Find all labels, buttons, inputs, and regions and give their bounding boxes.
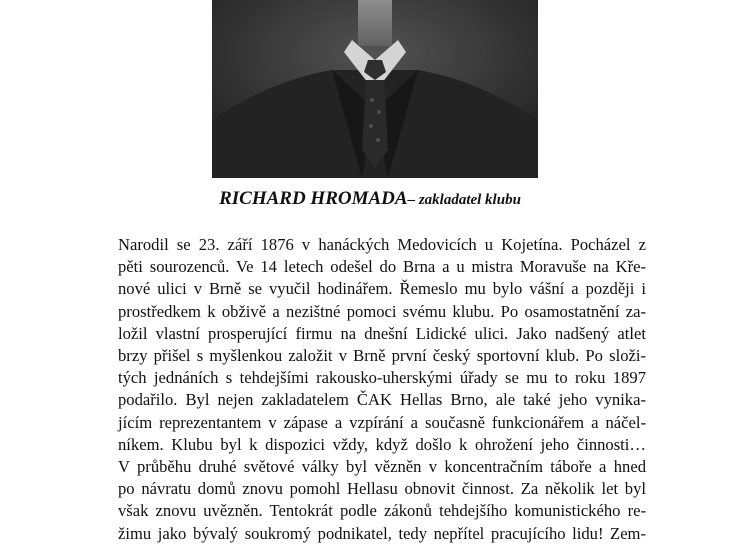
- paragraph-line: podařilo. Byl nejen zakladatelem ČAK Hellas Brno, ale také jeho vynika-: [118, 390, 646, 410]
- paragraph-line: ložil vlastní prosperující firmu na dnešní Lidické ulici. Jako nadšený atlet: [118, 323, 646, 343]
- caption-name: RICHARD HROMADA: [219, 188, 408, 209]
- paragraph-line: prostředkem k obživě a nezištné pomoci svému klubu. Po osamostatnění za-: [118, 301, 646, 321]
- caption-subtitle: – zakladatel klubu: [407, 192, 521, 208]
- paragraph-line: žimu jako bývalý soukromý podnikatel, tedy nepřítel pracujícího lidu! Zem-: [118, 523, 646, 543]
- photo-caption: [0, 188, 740, 210]
- paragraph-line: tých jednáních s tehdejšími rakousko-uherskými úřady se mu to roku 1897: [118, 368, 646, 388]
- paragraph-line: však znovu uvězněn. Tentokrát podle zákonů tehdejšího komunistického re-: [118, 501, 646, 521]
- paragraph-line: V průběhu druhé světové války byl vězněn v koncentračním táboře a hned: [118, 457, 646, 477]
- paragraph-line: níkem. Klubu byl k dispozici vždy, když došlo k ohrožení jeho činnosti…: [118, 434, 646, 454]
- paragraph-line: po návratu domů znovu pomohl Hellasu obnovit činnost. Za několik let byl: [118, 479, 646, 499]
- paragraph-line: jícím reprezentantem v zápase a vzpírání a současně funkcionářem a náčel-: [118, 412, 646, 432]
- biography-paragraph: [118, 234, 646, 545]
- paragraph-line: nové ulici v Brně se vyučil hodinářem. Řemeslo mu bylo vášní a později i: [118, 279, 646, 299]
- paragraph-line: brzy přišel s myšlenkou založit v Brně první český sportovní klub. Po složi-: [118, 346, 646, 366]
- portrait-illustration: [212, 0, 538, 178]
- paragraph-line: pěti sourozenců. Ve 14 letech odešel do Brna a u mistra Moravuše na Kře-: [118, 257, 646, 277]
- portrait-photo: [212, 0, 538, 178]
- paragraph-line: Narodil se 23. září 1876 v hanáckých Medovicích u Kojetína. Pocházel z: [118, 235, 646, 254]
